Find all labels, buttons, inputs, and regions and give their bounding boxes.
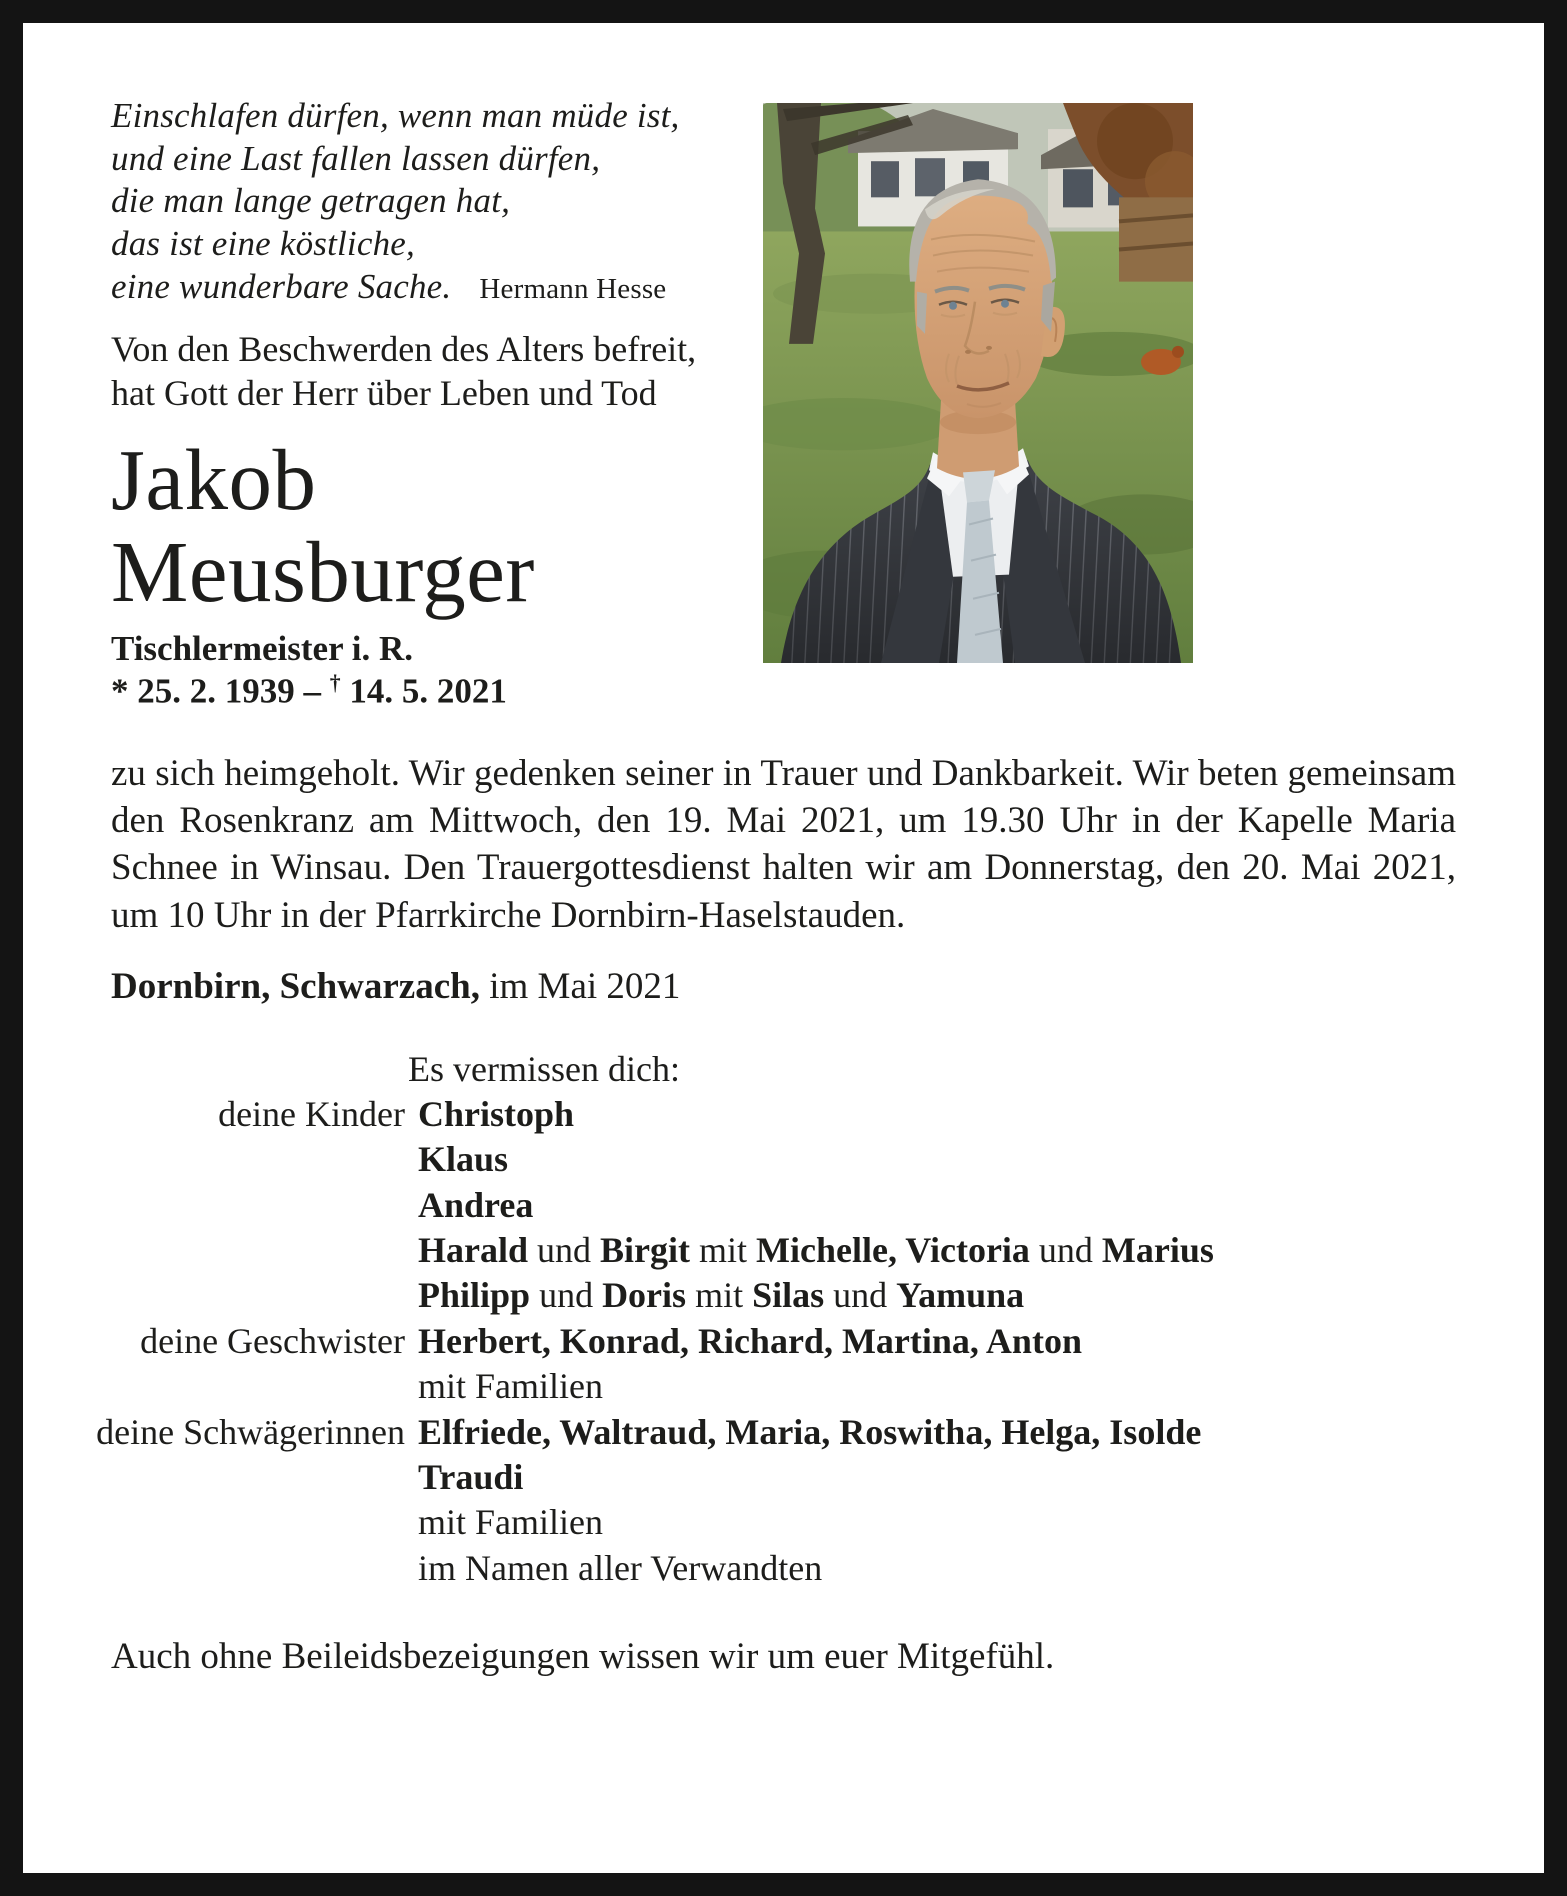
quote-line-3: die man lange getragen hat, bbox=[111, 181, 511, 221]
family-member-name: Elfriede, Waltraud, Maria, Roswitha, Helga, Isolde bbox=[418, 1411, 1202, 1452]
family-member-name: Klaus bbox=[418, 1139, 509, 1180]
life-dates bbox=[111, 671, 1456, 712]
family-names bbox=[418, 1273, 1024, 1318]
family-member-name: Michelle, Victoria bbox=[756, 1230, 1030, 1271]
family-member-name: Marius bbox=[1101, 1230, 1214, 1271]
family-names bbox=[418, 1137, 508, 1182]
family-row bbox=[93, 1273, 1456, 1318]
family-member-name: Yamuna bbox=[896, 1275, 1025, 1316]
intro-line-1: Von den Beschwerden des Alters befreit, bbox=[111, 329, 697, 370]
header-section bbox=[111, 95, 1456, 712]
intro-line-2: hat Gott der Herr über Leben und Tod bbox=[111, 373, 657, 414]
quote-line-5: eine wunderbare Sache. bbox=[111, 266, 452, 306]
family-names bbox=[418, 1455, 523, 1500]
family-connector-text: und bbox=[1029, 1230, 1102, 1271]
family-row bbox=[93, 1228, 1456, 1273]
death-date: 14. 5. 2021 bbox=[340, 671, 507, 711]
family-connector-text: mit bbox=[686, 1275, 753, 1316]
place-names: Dornbirn, Schwarzach, bbox=[111, 966, 480, 1008]
portrait-photo bbox=[763, 103, 1193, 663]
family-connector-text: mit Familien bbox=[418, 1502, 603, 1543]
birth-date: * 25. 2. 1939 – bbox=[111, 671, 330, 711]
family-row bbox=[93, 1455, 1456, 1500]
family-relation-label: deine Schwägerinnen bbox=[96, 1411, 405, 1452]
closing-line: Auch ohne Beileidsbezeigungen wissen wir um euer Mitgefühl. bbox=[111, 1635, 1055, 1677]
dagger-symbol: † bbox=[329, 670, 341, 695]
family-connector-text: mit bbox=[690, 1230, 757, 1271]
family-member-name: Harald bbox=[418, 1230, 529, 1271]
mourners-heading: Es vermissen dich: bbox=[408, 1049, 680, 1090]
family-row bbox=[93, 1546, 1456, 1591]
card-content bbox=[23, 23, 1544, 1678]
family-relation-label: deine Kinder bbox=[218, 1094, 405, 1135]
family-row bbox=[93, 1500, 1456, 1545]
family-names bbox=[418, 1319, 1082, 1364]
quote-line-2: und eine Last fallen lassen dürfen, bbox=[111, 138, 601, 178]
announcement-paragraph: zu sich heimgeholt. Wir gedenken seiner in Trauer und Dankbarkeit. Wir beten gemeinsam den Rosenkranz am Mittwoch, den 19. Mai 2021, um 19.30 Uhr in der Kapelle Maria Schnee in Winsau. Den Trauergottesdienst halten wir am Donnerstag, den 20. Mai 2021, um 10 Uhr in der Pfarrkirche Dornbirn-Haselstauden. bbox=[111, 752, 1456, 936]
month-year: im Mai 2021 bbox=[479, 966, 681, 1008]
family-connector-text: im Namen aller Verwandten bbox=[418, 1547, 823, 1588]
family-names bbox=[418, 1183, 533, 1228]
family-connector-text: und bbox=[530, 1275, 603, 1316]
family-member-name: Andrea bbox=[418, 1184, 534, 1225]
family-names bbox=[418, 1500, 603, 1545]
family-member-name: Herbert, Konrad, Richard, Martina, Anton bbox=[418, 1320, 1082, 1361]
family-row bbox=[93, 1410, 1456, 1455]
family-list bbox=[93, 1092, 1456, 1591]
family-member-name: Philipp bbox=[418, 1275, 531, 1316]
family-names bbox=[418, 1228, 1214, 1273]
family-member-name: Silas bbox=[752, 1275, 825, 1316]
family-row bbox=[93, 1364, 1456, 1409]
family-relation-label: deine Geschwister bbox=[140, 1320, 405, 1361]
family-names bbox=[418, 1410, 1201, 1455]
family-connector-text: und bbox=[824, 1275, 897, 1316]
family-member-name: Doris bbox=[602, 1275, 687, 1316]
place-date-line bbox=[111, 965, 1456, 1008]
family-row bbox=[93, 1319, 1456, 1364]
family-member-name: Christoph bbox=[418, 1094, 575, 1135]
family-member-name: Birgit bbox=[600, 1230, 690, 1271]
family-names bbox=[418, 1364, 603, 1409]
family-connector-text: mit Familien bbox=[418, 1366, 603, 1407]
deceased-first-name: Jakob bbox=[111, 431, 317, 529]
family-member-name: Traudi bbox=[418, 1456, 524, 1497]
family-row bbox=[93, 1137, 1456, 1182]
family-row bbox=[93, 1092, 1456, 1137]
family-row bbox=[93, 1183, 1456, 1228]
family-connector-text: und bbox=[528, 1230, 601, 1271]
portrait-photo-illustration bbox=[763, 103, 1193, 663]
deceased-profession: Tischlermeister i. R. bbox=[111, 628, 413, 668]
family-names bbox=[418, 1546, 822, 1591]
quote-attribution: Hermann Hesse bbox=[479, 272, 667, 305]
family-names bbox=[418, 1092, 574, 1137]
deceased-last-name: Meusburger bbox=[111, 522, 535, 620]
quote-line-1: Einschlafen dürfen, wenn man müde ist, bbox=[111, 96, 680, 135]
quote-line-4: das ist eine köstliche, bbox=[111, 224, 415, 264]
